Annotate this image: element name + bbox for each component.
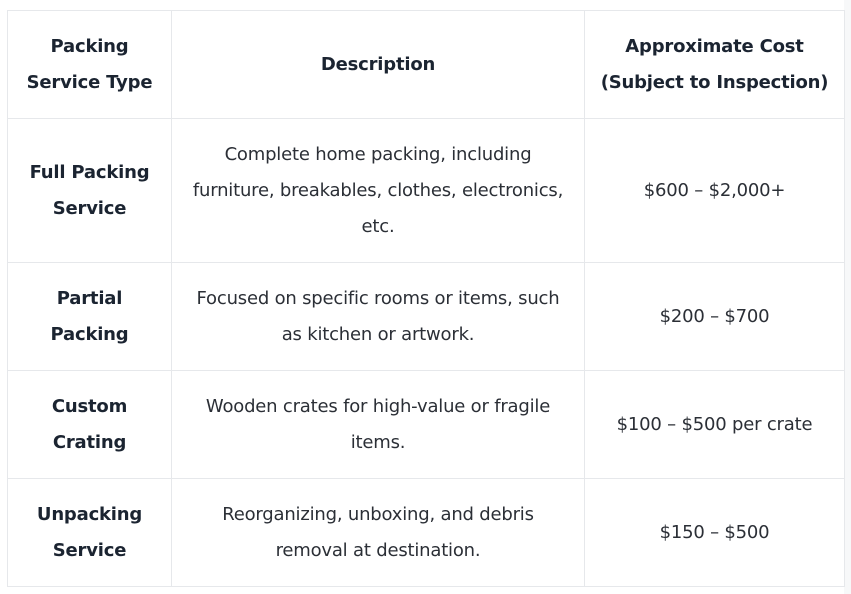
header-service-type: Packing Service Type <box>8 11 172 119</box>
table-header-row <box>8 11 845 119</box>
header-description: Description <box>172 11 585 119</box>
cost-cell: $150 – $500 <box>585 479 845 587</box>
table-row <box>8 263 845 371</box>
table-row <box>8 119 845 263</box>
service-type-cell: Full Packing Service <box>8 119 172 263</box>
description-cell: Wooden crates for high-value or fragile items. <box>172 371 585 479</box>
cost-cell: $100 – $500 per crate <box>585 371 845 479</box>
cost-cell: $200 – $700 <box>585 263 845 371</box>
description-cell: Focused on specific rooms or items, such as kitchen or artwork. <box>172 263 585 371</box>
service-type-cell: Partial Packing <box>8 263 172 371</box>
header-approximate-cost: Approximate Cost (Subject to Inspection) <box>585 11 845 119</box>
cost-cell: $600 – $2,000+ <box>585 119 845 263</box>
service-type-cell: Unpacking Service <box>8 479 172 587</box>
service-type-cell: Custom Crating <box>8 371 172 479</box>
scroll-gutter <box>844 0 851 594</box>
description-cell: Reorganizing, unboxing, and debris removal at destination. <box>172 479 585 587</box>
description-cell: Complete home packing, including furniture, breakables, clothes, electronics, etc. <box>172 119 585 263</box>
table-row <box>8 371 845 479</box>
packing-cost-table <box>7 10 845 587</box>
table-row <box>8 479 845 587</box>
